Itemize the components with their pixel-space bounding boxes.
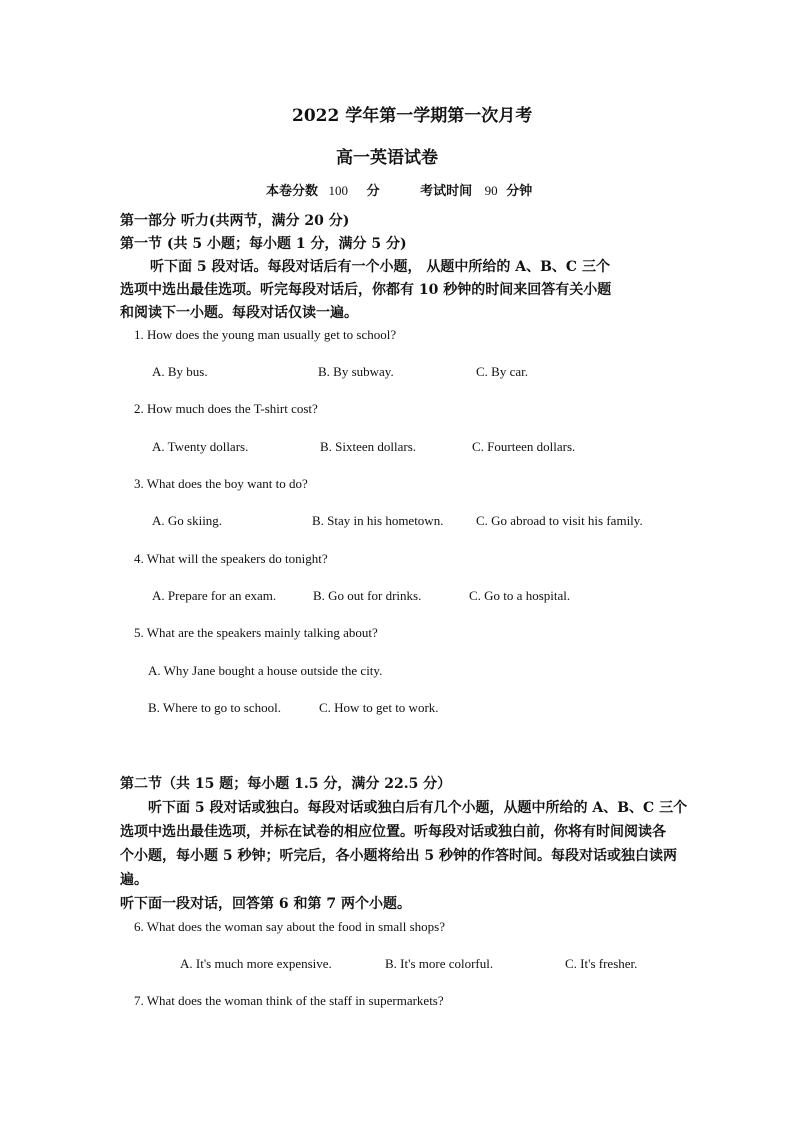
section1-instruction-line: 选项中选出最佳选项。听完每段对话后，你都有 10 秒钟的时间来回答有关小题 [120, 282, 612, 298]
option-a: A. It's much more expensive. [180, 956, 332, 971]
section2-instruction-line: 遍。 [120, 872, 148, 888]
section2-instruction-line: 选项中选出最佳选项，并标在试卷的相应位置。听每段对话或独白前，你将有时间阅读各 [120, 824, 666, 840]
option-b: B. It's more colorful. [385, 956, 494, 971]
question-text: 6. What does the woman say about the food in small shops? [134, 919, 445, 934]
section1-instruction-line: 听下面 5 段对话。每段对话后有一个小题， 从题中所给的 A、B、C 三个 [150, 259, 610, 275]
section1-instruction-line: 和阅读下一小题。每段对话仅读一遍。 [120, 305, 358, 321]
option-b: B. Sixteen dollars. [320, 439, 417, 454]
question-text: 4. What will the speakers do tonight? [134, 551, 328, 566]
question-text: 7. What does the woman think of the staff in supermarkets? [134, 993, 444, 1008]
option-c: C. Go abroad to visit his family. [476, 513, 643, 528]
option-a: A. Prepare for an exam. [152, 588, 277, 603]
section1-heading: 第一节 (共 5 小题；每小题 1 分，满分 5 分) [120, 236, 407, 252]
part1-heading: 第一部分 听力(共两节，满分 20 分) [120, 213, 350, 229]
time-label: 考试时间 [420, 184, 473, 199]
option-c: C. How to get to work. [319, 700, 439, 715]
question-text: 1. How does the young man usually get to school? [134, 327, 397, 342]
option-a: A. Twenty dollars. [152, 439, 249, 454]
section2-heading: 第二节（共 15 题；每小题 1.5 分，满分 22.5 分） [120, 776, 452, 792]
option-b: B. Go out for drinks. [313, 588, 422, 603]
time-unit: 分钟 [506, 184, 533, 199]
exam-title: 2022 学年第一学期第一次月考 [292, 106, 533, 126]
option-a: A. Why Jane bought a house outside the city. [148, 663, 383, 678]
section2-instruction-line: 个小题，每小题 5 秒钟；听完后，各小题将给出 5 秒钟的作答时间。每段对话或独白读两 [120, 848, 677, 864]
question-text: 3. What does the boy want to do? [134, 476, 308, 491]
option-b: B. By subway. [318, 364, 394, 379]
score-value: 100 [328, 183, 349, 198]
question-text: 2. How much does the T-shirt cost? [134, 401, 318, 416]
option-c: C. Fourteen dollars. [472, 439, 576, 454]
section2-subheading: 听下面一段对话，回答第 6 和第 7 两个小题。 [120, 896, 411, 912]
option-a: A. By bus. [152, 364, 208, 379]
score-label: 本卷分数 [266, 184, 319, 199]
option-c: C. Go to a hospital. [469, 588, 571, 603]
exam-subtitle: 高一英语试卷 [336, 148, 438, 168]
option-c: C. It's fresher. [565, 956, 638, 971]
option-b: B. Where to go to school. [148, 700, 281, 715]
option-b: B. Stay in his hometown. [312, 513, 444, 528]
exam-meta [266, 180, 532, 199]
option-c: C. By car. [476, 364, 528, 379]
question-text: 5. What are the speakers mainly talking about? [134, 625, 378, 640]
score-unit: 分 [366, 184, 380, 199]
time-value: 90 [484, 183, 498, 198]
section2-instruction-line: 听下面 5 段对话或独白。每段对话或独白后有几个小题，从题中所给的 A、B、C 三个 [148, 800, 688, 816]
option-a: A. Go skiing. [152, 513, 223, 528]
